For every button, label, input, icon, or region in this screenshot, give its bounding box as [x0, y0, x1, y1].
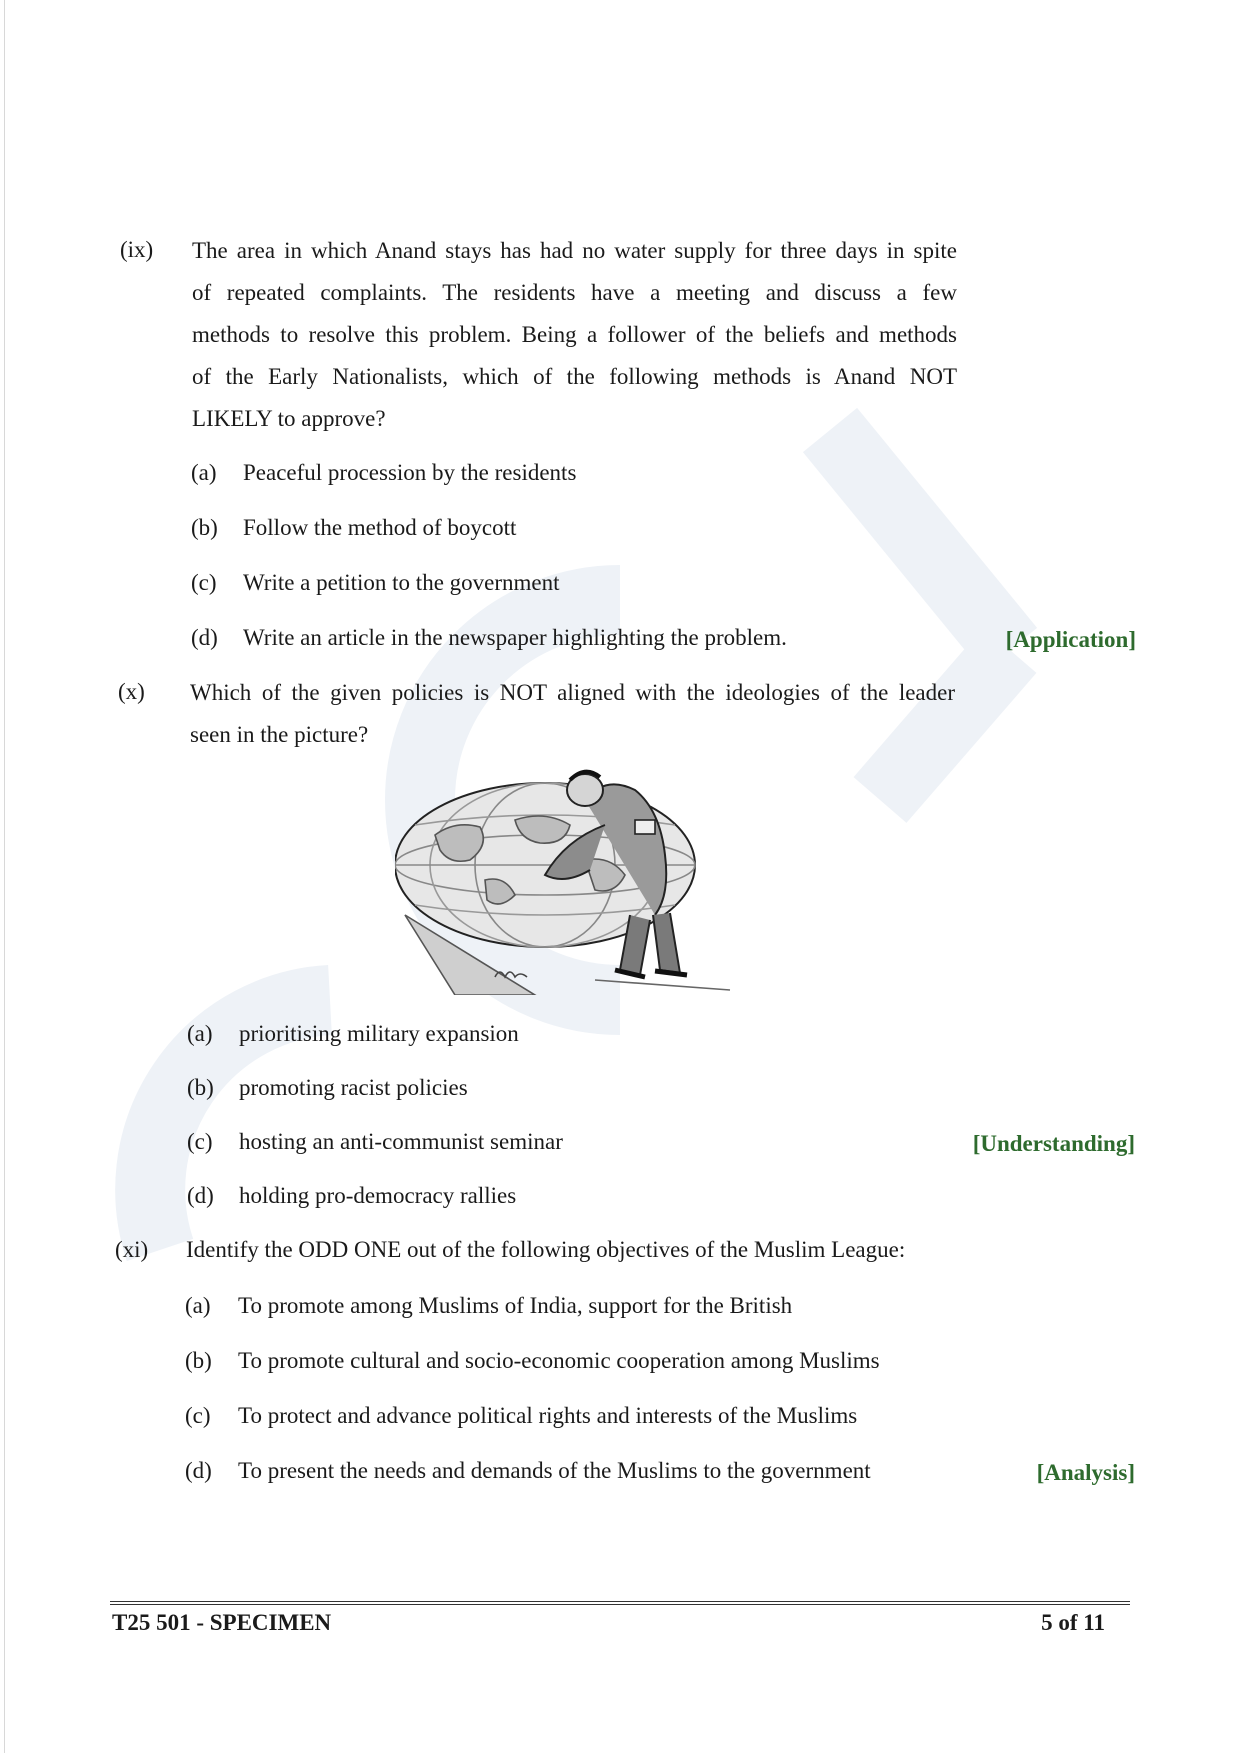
question-line: LIKELY to approve? [192, 406, 386, 431]
option-label: (d) [187, 1183, 214, 1208]
cartoon-leader-embracing-globe-icon [395, 765, 735, 995]
option-text: promoting racist policies [239, 1075, 468, 1100]
cognitive-level-tag: [Analysis] [1036, 1460, 1135, 1485]
question-line: methods to resolve this problem. Being a follower of the beliefs and methods [192, 322, 957, 347]
option-text: Write an article in the newspaper highlighting the problem. [243, 625, 787, 650]
option-text: Write a petition to the government [243, 570, 560, 595]
option-text: To promote among Muslims of India, support for the British [238, 1293, 793, 1318]
question-number: (xi) [115, 1237, 149, 1262]
question-number: (x) [118, 679, 145, 704]
page-number: 5 of 11 [1041, 1610, 1105, 1635]
cognitive-level-tag: [Understanding] [972, 1131, 1135, 1156]
option-label: (b) [191, 515, 218, 540]
option-text: To promote cultural and socio-economic cooperation among Muslims [238, 1348, 880, 1373]
question-line: Which of the given policies is NOT aligned with the ideologies of the leader [190, 680, 955, 705]
option-text: To protect and advance political rights and interests of the Muslims [238, 1403, 858, 1428]
option-label: (d) [191, 625, 218, 650]
option-label: (a) [191, 460, 217, 485]
footer-divider [110, 1601, 1130, 1602]
question-number: (ix) [120, 237, 154, 262]
option-text: prioritising military expansion [239, 1021, 519, 1046]
question-line: of the Early Nationalists, which of the following methods is Anand NOT [192, 364, 957, 389]
question-line: of repeated complaints. The residents have a meeting and discuss a few [192, 280, 957, 305]
option-label: (c) [187, 1129, 213, 1154]
option-label: (a) [185, 1293, 211, 1318]
cognitive-level-tag: [Application] [1005, 627, 1136, 652]
option-label: (c) [185, 1403, 211, 1428]
option-text: holding pro-democracy rallies [239, 1183, 517, 1208]
option-label: (b) [185, 1348, 212, 1373]
option-text: hosting an anti-communist seminar [239, 1129, 563, 1154]
page-edge [4, 0, 5, 1753]
question-line: seen in the picture? [190, 722, 369, 747]
option-text: Peaceful procession by the residents [243, 460, 577, 485]
option-text: To present the needs and demands of the Muslims to the government [238, 1458, 871, 1483]
option-label: (d) [185, 1458, 212, 1483]
option-label: (c) [191, 570, 217, 595]
question-line: The area in which Anand stays has had no water supply for three days in spite [192, 238, 957, 263]
footer-divider [110, 1604, 1130, 1605]
option-label: (a) [187, 1021, 213, 1046]
option-label: (b) [187, 1075, 214, 1100]
question-line: Identify the ODD ONE out of the following objectives of the Muslim League: [186, 1237, 906, 1262]
paper-code: T25 501 - SPECIMEN [112, 1610, 332, 1635]
option-text: Follow the method of boycott [243, 515, 517, 540]
